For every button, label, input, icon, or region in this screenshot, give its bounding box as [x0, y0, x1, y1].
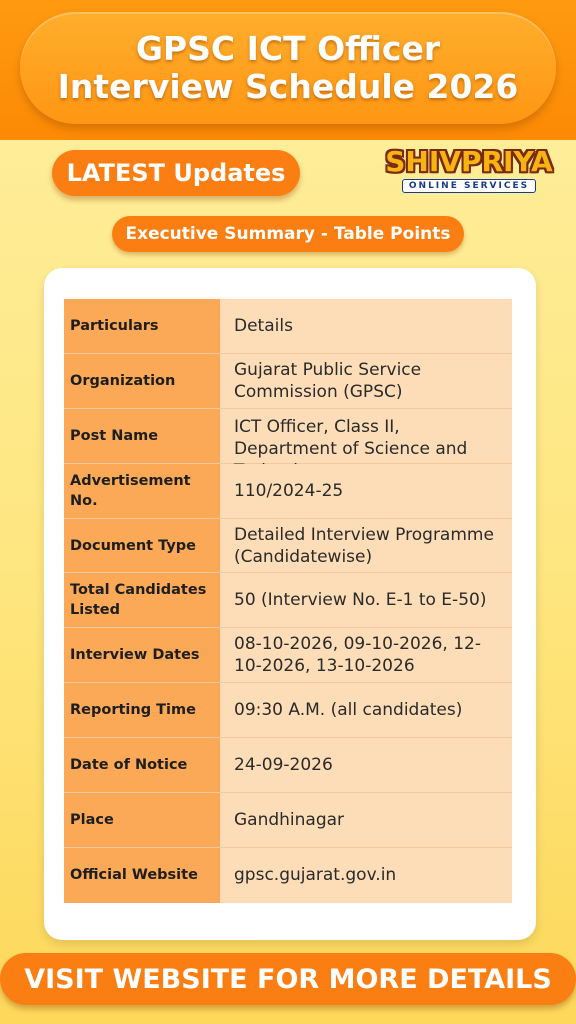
row-key: Advertisement No. [64, 464, 220, 518]
row-value: Gandhinagar [220, 793, 512, 847]
table-row [64, 573, 512, 628]
latest-updates-badge[interactable]: LATEST Updates [52, 150, 300, 196]
section-heading: Executive Summary - Table Points [112, 216, 464, 252]
page-title [20, 12, 556, 124]
row-key: Particulars [64, 299, 220, 353]
row-value: 24-09-2026 [220, 738, 512, 792]
row-key: Total Candidates Listed [64, 573, 220, 627]
table-row [64, 738, 512, 793]
summary-table [64, 299, 512, 903]
row-value: 110/2024-25 [220, 464, 512, 518]
row-value: 50 (Interview No. E-1 to E-50) [220, 573, 512, 627]
page-title-line-2: Interview Schedule 2026 [57, 67, 519, 106]
logo-wordmark: SHIVPRIYA [385, 145, 553, 178]
row-key: Interview Dates [64, 628, 220, 682]
page-title-line-1: GPSC ICT Officer [135, 29, 441, 68]
row-key: Date of Notice [64, 738, 220, 792]
table-row [64, 299, 512, 354]
row-key: Place [64, 793, 220, 847]
row-value: Details [220, 299, 512, 353]
table-row [64, 848, 512, 903]
row-key: Post Name [64, 409, 220, 463]
row-value: 08-10-2026, 09-10-2026, 12-10-2026, 13-10-2026 [220, 628, 512, 682]
table-row [64, 628, 512, 683]
table-row [64, 683, 512, 738]
row-key: Official Website [64, 848, 220, 903]
row-key: Reporting Time [64, 683, 220, 737]
table-row [64, 464, 512, 519]
visit-website-button[interactable]: VISIT WEBSITE FOR MORE DETAILS [0, 953, 576, 1005]
table-row [64, 793, 512, 848]
table-row [64, 354, 512, 409]
row-key: Document Type [64, 519, 220, 573]
logo-subtitle: ONLINE SERVICES [402, 179, 536, 193]
row-key: Organization [64, 354, 220, 408]
row-value: 09:30 A.M. (all candidates) [220, 683, 512, 737]
row-value: Gujarat Public Service Commission (GPSC) [220, 354, 512, 408]
shivpriya-logo [384, 146, 554, 196]
row-value: ICT Officer, Class II, Department of Science and [220, 409, 512, 463]
row-value: gpsc.gujarat.gov.in [220, 848, 512, 903]
table-row [64, 409, 512, 464]
row-value: Detailed Interview Programme (Candidatewise) [220, 519, 512, 573]
table-row [64, 519, 512, 574]
